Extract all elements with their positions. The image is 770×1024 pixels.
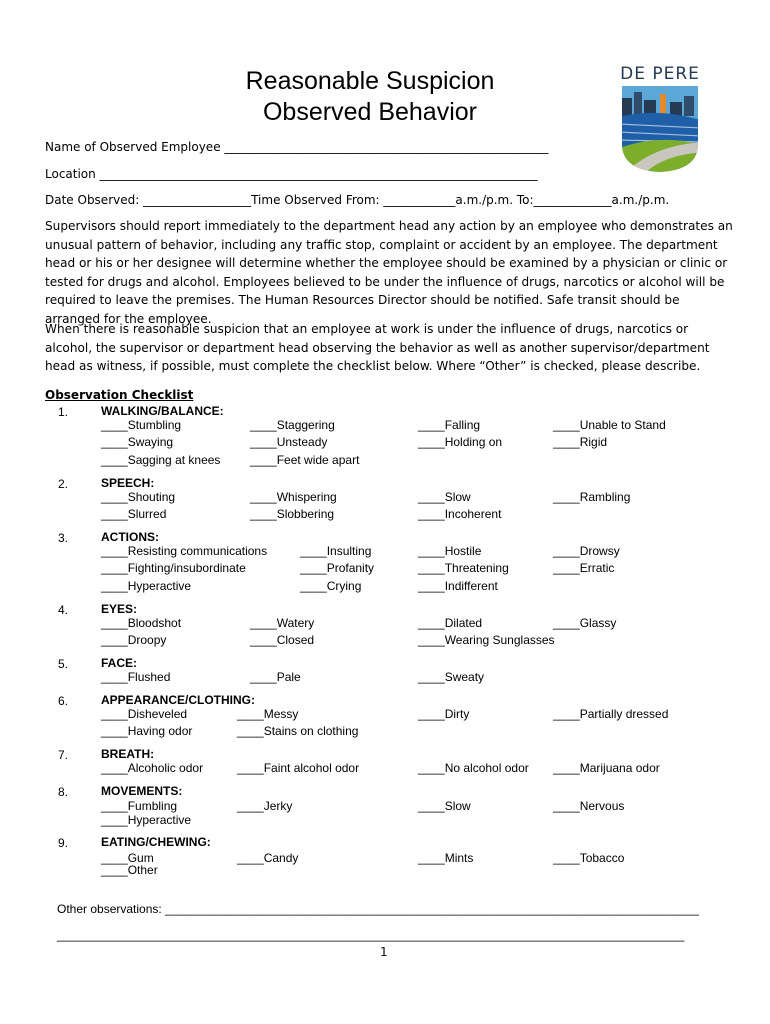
section-label: MOVEMENTS: — [101, 784, 183, 798]
section-label: EYES: — [101, 602, 138, 616]
checkbox-item[interactable]: ____Shouting — [101, 490, 176, 504]
checkbox-item[interactable]: ____Alcoholic odor — [101, 761, 204, 775]
section-number: 7. — [58, 748, 69, 762]
title-line-1: Reasonable Suspicion — [245, 67, 495, 95]
checkbox-item[interactable]: ____Faint alcohol odor — [237, 761, 360, 775]
logo-emblem-icon — [614, 84, 706, 174]
location-field[interactable]: Location _________________________________________________________________________ — [45, 167, 538, 181]
section-number: 2. — [58, 477, 69, 491]
checkbox-item[interactable]: ____Threatening — [418, 561, 509, 575]
section-number: 6. — [58, 694, 69, 708]
reasonable-suspicion-text: When there is reasonable suspicion that an employee at work is under the influence of drugs, narcotics or alcohol, the supervisor or department head observing the behavior as well as another supervisor/department head as witness, if possible, must complete the checklist below. Where “Other” is checked, please describe. — [45, 322, 710, 373]
checkbox-item[interactable]: ____Falling — [418, 418, 481, 432]
checkbox-item[interactable]: ____Pale — [250, 670, 301, 684]
section-number: 5. — [58, 657, 69, 671]
checkbox-item[interactable]: ____Slow — [418, 490, 471, 504]
checkbox-item[interactable]: ____Rigid — [553, 435, 608, 449]
checkbox-item[interactable]: ____Crying — [300, 579, 362, 593]
employee-name-field[interactable]: Name of Observed Employee ______________________________________________________ — [45, 140, 549, 154]
checkbox-item[interactable]: ____Fighting/insubordinate — [101, 561, 246, 575]
checkbox-item[interactable]: ____Glassy — [553, 616, 617, 630]
section-label: SPEECH: — [101, 476, 155, 490]
checkbox-item[interactable]: ____Disheveled — [101, 707, 188, 721]
checkbox-item[interactable]: ____Hostile — [418, 544, 482, 558]
checkbox-item[interactable]: ____Feet wide apart — [250, 453, 360, 467]
checkbox-item[interactable]: ____Unable to Stand — [553, 418, 666, 432]
section-number: 1. — [58, 405, 69, 419]
checkbox-item[interactable]: ____Wearing Sunglasses — [418, 633, 555, 647]
checkbox-item[interactable]: ____Marijuana odor — [553, 761, 660, 775]
supervisor-instructions: Supervisors should report immediately to the department head any action by an employee who demonstrates an unusual pattern of behavior, including any traffic stop, complaint or accident by an employee. The department head or his or her designee will determine whether the employee should be examined by a physician or clinic or tested for drugs and alcohol. Employees believed to be under the influence of drugs, narcotics or alcohol will be required to leave the premises. The Human Resources Director should be notified. Safe transit should be arranged for the employee. — [45, 219, 733, 326]
checkbox-item[interactable]: ____Slurred — [101, 507, 167, 521]
checkbox-item[interactable]: ____Watery — [250, 616, 315, 630]
checkbox-item[interactable]: ____Sweaty — [418, 670, 485, 684]
checkbox-item[interactable]: ____Messy — [237, 707, 299, 721]
checkbox-item[interactable]: ____Stumbling — [101, 418, 182, 432]
checkbox-item[interactable]: ____Jerky — [237, 799, 293, 813]
checkbox-item[interactable]: ____Profanity — [300, 561, 375, 575]
checkbox-item[interactable]: ____Dilated — [418, 616, 483, 630]
checklist-heading: Observation Checklist — [45, 388, 194, 402]
checkbox-item[interactable]: ____Resisting communications — [101, 544, 268, 558]
checkbox-item[interactable]: ____Droopy — [101, 633, 167, 647]
checkbox-item[interactable]: ____Holding on — [418, 435, 503, 449]
title-line-2: Observed Behavior — [262, 98, 477, 126]
checkbox-item[interactable]: ____Indifferent — [418, 579, 498, 593]
checkbox-item[interactable]: ____Gum — [101, 851, 154, 865]
checkbox-item[interactable]: ____Rambling — [553, 490, 631, 504]
checkbox-item[interactable]: ____Stains on clothing — [237, 724, 359, 738]
checkbox-item[interactable]: ____Bloodshot — [101, 616, 182, 630]
section-number: 9. — [58, 836, 69, 850]
checkbox-item[interactable]: ____Insulting — [300, 544, 372, 558]
checkbox-item[interactable]: ____Slobbering — [250, 507, 335, 521]
section-number: 3. — [58, 531, 69, 545]
other-observations-line[interactable]: ______________________________________________________________________________________________ — [57, 928, 685, 942]
checkbox-item[interactable]: ____Closed — [250, 633, 315, 647]
checkbox-item[interactable]: ____Flushed — [101, 670, 171, 684]
checkbox-item[interactable]: ____Hyperactive — [101, 579, 192, 593]
checkbox-item[interactable]: ____Fumbling — [101, 799, 178, 813]
checkbox-item[interactable]: ____Swaying — [101, 435, 174, 449]
checkbox-item[interactable]: ____Staggering — [250, 418, 335, 432]
checkbox-item[interactable]: ____Incoherent — [418, 507, 502, 521]
checkbox-item[interactable]: ____Hyperactive — [101, 813, 192, 827]
checkbox-item[interactable]: ____Nervous — [553, 799, 625, 813]
checkbox-item[interactable]: ____Erratic — [553, 561, 615, 575]
checkbox-item[interactable]: ____Sagging at knees — [101, 453, 221, 467]
checkbox-item[interactable]: ____Other — [101, 863, 158, 877]
section-label: FACE: — [101, 656, 137, 670]
checkbox-item[interactable]: ____Partially dressed — [553, 707, 669, 721]
checkbox-item[interactable]: ____Slow — [418, 799, 471, 813]
section-label: WALKING/BALANCE: — [101, 404, 224, 418]
section-label: BREATH: — [101, 747, 155, 761]
section-label: EATING/CHEWING: — [101, 835, 211, 849]
checkbox-item[interactable]: ____Mints — [418, 851, 474, 865]
checkbox-item[interactable]: ____Candy — [237, 851, 299, 865]
section-number: 8. — [58, 785, 69, 799]
checkbox-item[interactable]: ____Drowsy — [553, 544, 620, 558]
checkbox-item[interactable]: ____No alcohol odor — [418, 761, 529, 775]
checkbox-item[interactable]: ____Whispering — [250, 490, 337, 504]
checkbox-item[interactable]: ____Dirty — [418, 707, 470, 721]
de-pere-logo — [614, 64, 706, 174]
section-label: ACTIONS: — [101, 530, 159, 544]
checkbox-item[interactable]: ____Having odor — [101, 724, 193, 738]
checkbox-item[interactable]: ____Tobacco — [553, 851, 625, 865]
section-label: APPEARANCE/CLOTHING: — [101, 693, 256, 707]
date-time-field[interactable]: Date Observed: __________________Time Observed From: ____________a.m./p.m. To:_____________a.m./p.m. — [45, 193, 670, 207]
checkbox-item[interactable]: ____Unsteady — [250, 435, 328, 449]
page-number: 1 — [380, 945, 388, 959]
section-number: 4. — [58, 603, 69, 617]
logo-text: DE PERE — [620, 64, 700, 84]
other-observations-field[interactable]: Other observations: ________________________________________________________________________________ — [57, 902, 699, 916]
